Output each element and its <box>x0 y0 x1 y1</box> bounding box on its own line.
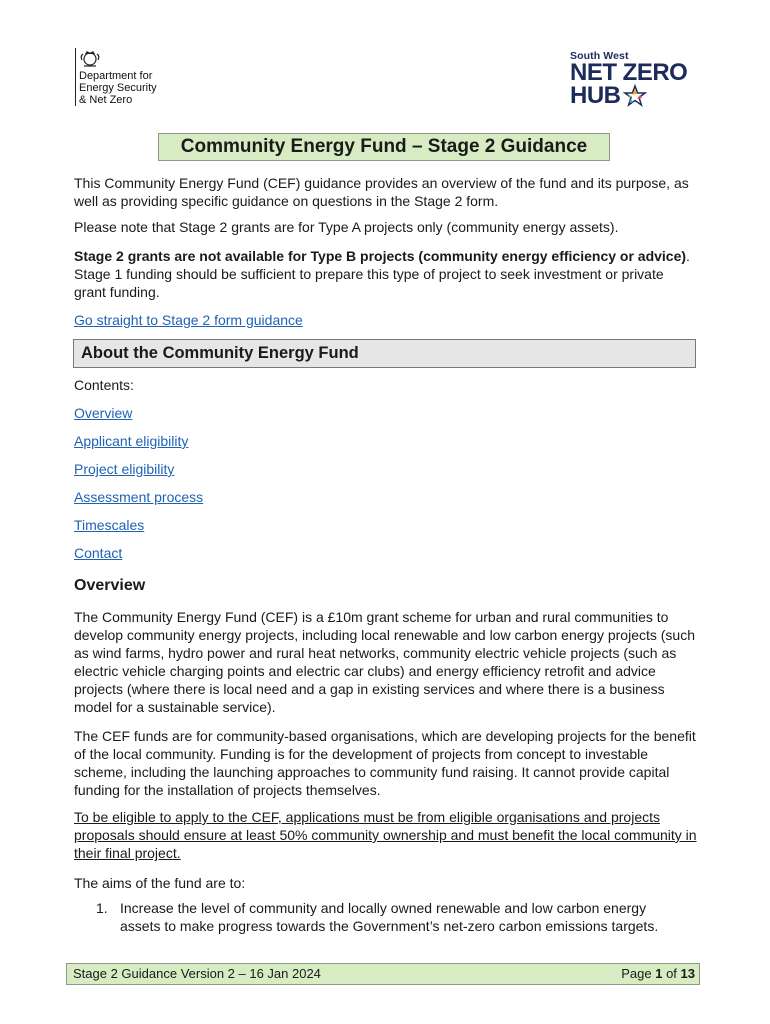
contents-link-applicant-eligibility[interactable]: Applicant eligibility <box>74 433 189 449</box>
contents-link-assessment-process[interactable]: Assessment process <box>74 489 204 505</box>
desnz-line: & Net Zero <box>79 94 133 106</box>
contents-link-overview[interactable]: Overview <box>74 405 133 421</box>
star-logo-icon <box>623 84 647 108</box>
hub-region: South West <box>570 50 629 62</box>
overview-paragraph-2: The CEF funds are for community-based organisations, which are developing projects for the benefit of the local community. Funding is for the development of projects from concept to investable scheme, including the launching approaches to community fund raising. It cannot provide capital funding for the installation of projects themselves. <box>74 728 696 798</box>
net-zero-hub-logo <box>570 50 687 108</box>
overview-heading: Overview <box>74 577 146 594</box>
footer-page-total: 13 <box>680 966 695 981</box>
stage2-note: Please note that Stage 2 grants are for Type A projects only (community energy assets). <box>74 219 619 235</box>
contents-link-project-eligibility[interactable]: Project eligibility <box>74 461 175 477</box>
desnz-logo <box>75 48 157 106</box>
contents-link-contact[interactable]: Contact <box>74 545 123 561</box>
footer-page-number <box>621 964 695 984</box>
list-text: Increase the level of community and locally owned renewable and low carbon energy assets to make progress towards the Government’s net-zero carbon emissions targets. <box>120 900 659 934</box>
list-number: 1. <box>96 900 108 916</box>
list-item <box>96 899 686 935</box>
hub-line1: NET ZERO <box>570 59 688 86</box>
footer-page-word: Page <box>621 966 652 981</box>
footer-of-word: of <box>666 966 677 981</box>
stage2-form-link[interactable]: Go straight to Stage 2 form guidance <box>74 312 303 328</box>
page-footer <box>66 963 700 985</box>
intro-paragraph: This Community Energy Fund (CEF) guidance provides an overview of the fund and its purpose, as well as providing specific guidance on questions in the Stage 2 form. <box>74 175 689 209</box>
aims-label: The aims of the fund are to: <box>74 875 246 891</box>
type-b-notice <box>74 247 699 301</box>
desnz-line: Energy Security <box>79 82 157 94</box>
overview-paragraph-1: The Community Energy Fund (CEF) is a £10m grant scheme for urban and rural communities to develop community energy projects, including local renewable and low carbon energy projects (such as wind farms, hydro power and rural heat networks, community electric vehicle projects (such as electric vehicle charging points and electric car clubs) and energy efficiency retrofit and advice projects (where there is local need and a gap in existing services and where there is a business model for a sustainable service). <box>74 609 696 715</box>
hub-line2: HUB <box>570 82 621 109</box>
footer-page-num: 1 <box>655 966 663 981</box>
contents-link-timescales[interactable]: Timescales <box>74 517 145 533</box>
type-b-rest: . Stage 1 funding should be sufficient to prepare this type of project to seek investment or private grant funding. <box>74 248 690 300</box>
page-title: Community Energy Fund – Stage 2 Guidance <box>158 133 610 161</box>
desnz-line: Department for <box>79 70 153 82</box>
eligibility-paragraph: To be eligible to apply to the CEF, applications must be from eligible organisations and projects proposals should ensure at least 50% community ownership and must benefit the local community in their final project. <box>74 809 697 861</box>
type-b-bold: Stage 2 grants are not available for Type B projects (community energy efficiency or advice) <box>74 248 687 264</box>
section-heading: About the Community Energy Fund <box>73 339 696 368</box>
footer-version: Stage 2 Guidance Version 2 – 16 Jan 2024 <box>73 966 321 981</box>
royal-crest-icon <box>79 48 101 68</box>
contents-label: Contents: <box>74 377 134 393</box>
